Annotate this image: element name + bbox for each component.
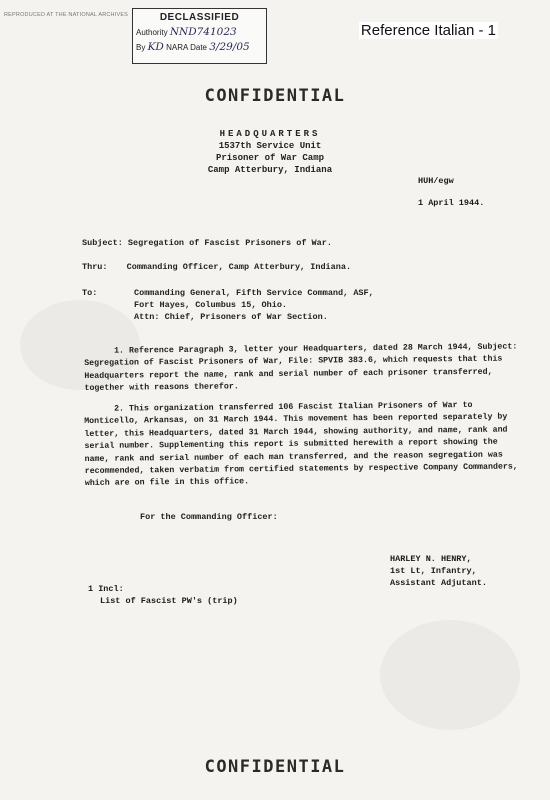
to-line-2: Fort Hayes, Columbus 15, Ohio. — [134, 300, 288, 310]
classification-top: CONFIDENTIAL — [204, 86, 346, 106]
subject-text: Segregation of Fascist Prisoners of War. — [127, 238, 332, 248]
closing-line: For the Commanding Officer: — [140, 512, 278, 522]
enclosure-count: 1 Incl: — [88, 584, 124, 594]
stamp-nara-date-label: NARA Date — [166, 43, 207, 52]
letterhead-line4: Camp Atterbury, Indiana — [207, 165, 333, 175]
classification-bottom: CONFIDENTIAL — [204, 757, 346, 777]
declassified-stamp — [132, 8, 267, 64]
enclosure-item: List of Fascist PW's (trip) — [100, 596, 238, 606]
thru-line — [82, 262, 351, 272]
to-label: To: — [82, 288, 98, 298]
stamp-by-row — [133, 41, 266, 53]
paragraph-1: 1. Reference Paragraph 3, letter your Headquarters, dated 28 March 1944, Subject: Segregation of Fascist Prisoners of War, File: SPVIB 383.6, which requests that this Headquarters report the name, rank and serial number of each prisoner transferred, together with reasons therefor. — [84, 342, 518, 394]
subject-line — [82, 238, 332, 248]
enclosure-block — [88, 583, 238, 607]
archive-header: REPRODUCED AT THE NATIONAL ARCHIVES — [4, 12, 129, 18]
letter-date: 1 April 1944. — [418, 198, 485, 208]
stamp-by-label: By — [136, 43, 146, 52]
stamp-authority-label: Authority — [136, 28, 168, 37]
thru-text: Commanding Officer, Camp Atterbury, Indiana. — [126, 262, 352, 272]
to-line-3: Attn: Chief, Prisoners of War Section. — [134, 312, 328, 322]
subject-label: Subject: — [82, 238, 123, 248]
stamp-title: DECLASSIFIED — [159, 12, 240, 23]
reference-initials: HUH/egw — [418, 176, 454, 186]
paragraph-2: 2. This organization transferred 106 Fascist Italian Prisoners of War to Monticello, Arkansas, on 31 March 1944. This movement has been reported separately by letter, this Headquarters, dated 31 March 1944, showing authority, and name, rank and serial number. Supplementing this report is submitted herewith a report showing the name, rank and serial number of each man transferred, and the reason segregation was recommended, taken verbatim from certified statements by respective Company Commanders, which are on file in this office. — [84, 400, 518, 489]
to-line-1: Commanding General, Fifth Service Command, ASF, — [134, 288, 374, 298]
letterhead-line2: 1537th Service Unit — [218, 141, 322, 151]
signature-title: Assistant Adjutant. — [390, 578, 487, 588]
signature-rank: 1st Lt, Infantry, — [390, 566, 477, 576]
signature-block — [390, 553, 487, 589]
stamp-by-value: KD — [147, 41, 164, 53]
letterhead-line3: Prisoner of War Camp — [215, 153, 325, 163]
paper-smudge — [380, 620, 520, 730]
thru-label: Thru: — [82, 262, 108, 272]
letterhead — [150, 128, 390, 176]
stamp-nara-date-value: 3/29/05 — [209, 41, 250, 53]
letterhead-line1: HEADQUARTERS — [219, 129, 321, 139]
stamp-authority-row — [133, 26, 266, 38]
stamp-authority-value: NND741023 — [169, 26, 237, 38]
signature-name: HARLEY N. HENRY, — [390, 554, 472, 564]
reference-label: Reference Italian - 1 — [360, 22, 496, 39]
